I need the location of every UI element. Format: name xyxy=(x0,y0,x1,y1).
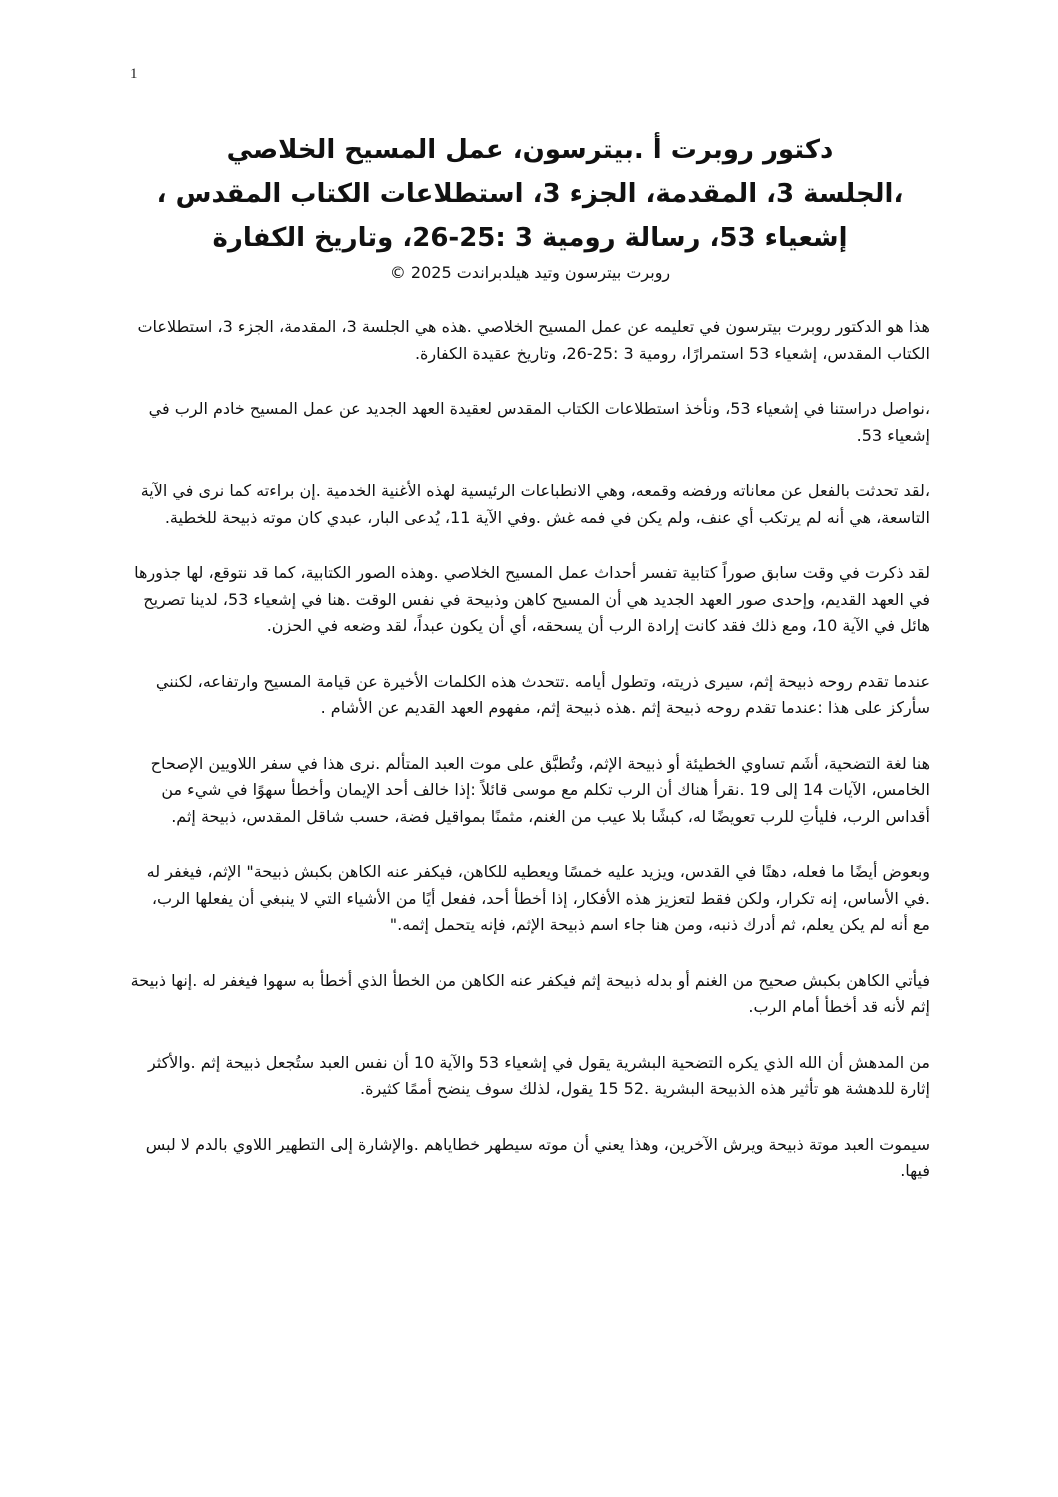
paragraph-5: عندما تقدم روحه ذبيحة إثم، سيرى ذريته، وتطول أيامه .تتحدث هذه الكلمات الأخيرة عن قيامة المسيح وارتفاعه، لكنني سأركز على هذا :عندما تقدم روحه ذبيحة إثم .هذه ذبيحة إثم، مفهوم العهد القديم عن الأشام . xyxy=(155,671,930,717)
document-body xyxy=(130,314,930,1214)
paragraph-4: لقد ذكرت في وقت سابق صوراً كتابية تفسر أحداث عمل المسيح الخلاصي .وهذه الصور الكتابية، كما قد نتوقع، لها جذورها في العهد القديم، وإحدى صور العهد الجديد هي أن المسيح كاهن وذبيحة في نفس الوقت .هنا في إشعياء 53، لدينا تصريح هائل في الآية 10، ومع ذلك فقد كانت إرادة الرب أن يسحقه، أي أن يكون عبداً، لقد وضعه في الحزن. xyxy=(134,563,930,635)
paragraph-9: من المدهش أن الله الذي يكره التضحية البشرية يقول في إشعياء 53 والآية 10 أن نفس العبد ستُجعل ذبيحة إثم .والأكثر إثارة للدهشة هو تأثير هذه الذبيحة البشرية .52 15 يقول، لذلك سوف ينضح أممًا كثيرة. xyxy=(147,1052,930,1098)
paragraph-1: هذا هو الدكتور روبرت بيترسون في تعليمه عن عمل المسيح الخلاصي .هذه هي الجلسة 3، المقدمة، الجزء 3، استطلاعات الكتاب المقدس، إشعياء 53 استمرارًا، رومية 3 :25-26، وتاريخ عقيدة الكفارة. xyxy=(137,317,930,363)
paragraph-3: ،لقد تحدثت بالفعل عن معاناته ورفضه وقمعه، وهي الانطباعات الرئيسية لهذه الأغنية الخدمية .إن براءته كما نرى في الآية التاسعة، هي أنه لم يرتكب أي عنف، ولم يكن في فمه غش .وفي الآية 11، يُدعى البار، عبدي كان موته ذبيحة للخطية. xyxy=(140,481,930,527)
paragraph-7: وبعوض أيضًا ما فعله، دهنًا في القدس، ويزيد عليه خمسًا ويعطيه للكاهن، فيكفر عنه الكاهن بكبش ذبيحة" الإثم، فيغفر له .في الأساس، إنه تكرار، ولكن فقط لتعزيز هذه الأفكار، إذا أخطأ أحد، ففعل أيًا من الأشياء التي لا ينبغي أن يفعلها الرب، مع أنه لم يكن يعلم، ثم أدرك ذنبه، ومن هنا جاء اسم ذبيحة الإثم، فإنه يتحمل إثمه." xyxy=(146,862,930,934)
title-block xyxy=(130,128,930,284)
title-line-3: إشعياء 53، رسالة رومية 3 :25-26، وتاريخ الكفارة xyxy=(212,223,848,253)
title-line-1: دكتور روبرت أ .بيترسون، عمل المسيح الخلاصي xyxy=(226,135,834,165)
paragraph-6: هنا لغة التضحية، أشَم تساوي الخطيئة أو ذبيحة الإثم، وتُطبَّق على موت العبد المتألم .نرى هذا في سفر اللاويين الإصحاح الخامس، الآيات 14 إلى 19 .نقرأ هناك أن الرب تكلم مع موسى قائلاً :إذا خالف أحد الإيمان وأخطأ سهوًا في شيء من أقداس الرب، فليأتِ للرب تعويضًا له، كبشًا بلا عيب من الغنم، مثمنًا بمواقيل فضة، حسب شاقل المقدس، ذبيحة إثم. xyxy=(150,753,930,826)
paragraph-8: فيأتي الكاهن بكبش صحيح من الغنم أو بدله ذبيحة إثم فيكفر عنه الكاهن من الخطأ الذي أخطأ به سهوا فيغفر له .إنها ذبيحة إثم لأنه قد أخطأ أمام الرب. xyxy=(130,970,930,1016)
paragraph-10: سيموت العبد موتة ذبيحة ويرش الآخرين، وهذا يعني أن موته سيطهر خطاياهم .والإشارة إلى التطهير اللاوي بالدم لا لبس فيها. xyxy=(145,1134,930,1180)
paragraph-2: ،نواصل دراستنا في إشعياء 53، ونأخذ استطلاعات الكتاب المقدس لعقيدة العهد الجديد عن عمل المسيح خادم الرب في إشعياء 53. xyxy=(148,399,930,445)
title-line-2: ،الجلسة 3، المقدمة، الجزء 3، استطلاعات الكتاب المقدس ، xyxy=(156,179,904,209)
copyright-line: روبرت بيترسون وتيد هيلدبراندت 2025 © xyxy=(389,263,671,282)
page-number: 1 xyxy=(130,66,138,82)
